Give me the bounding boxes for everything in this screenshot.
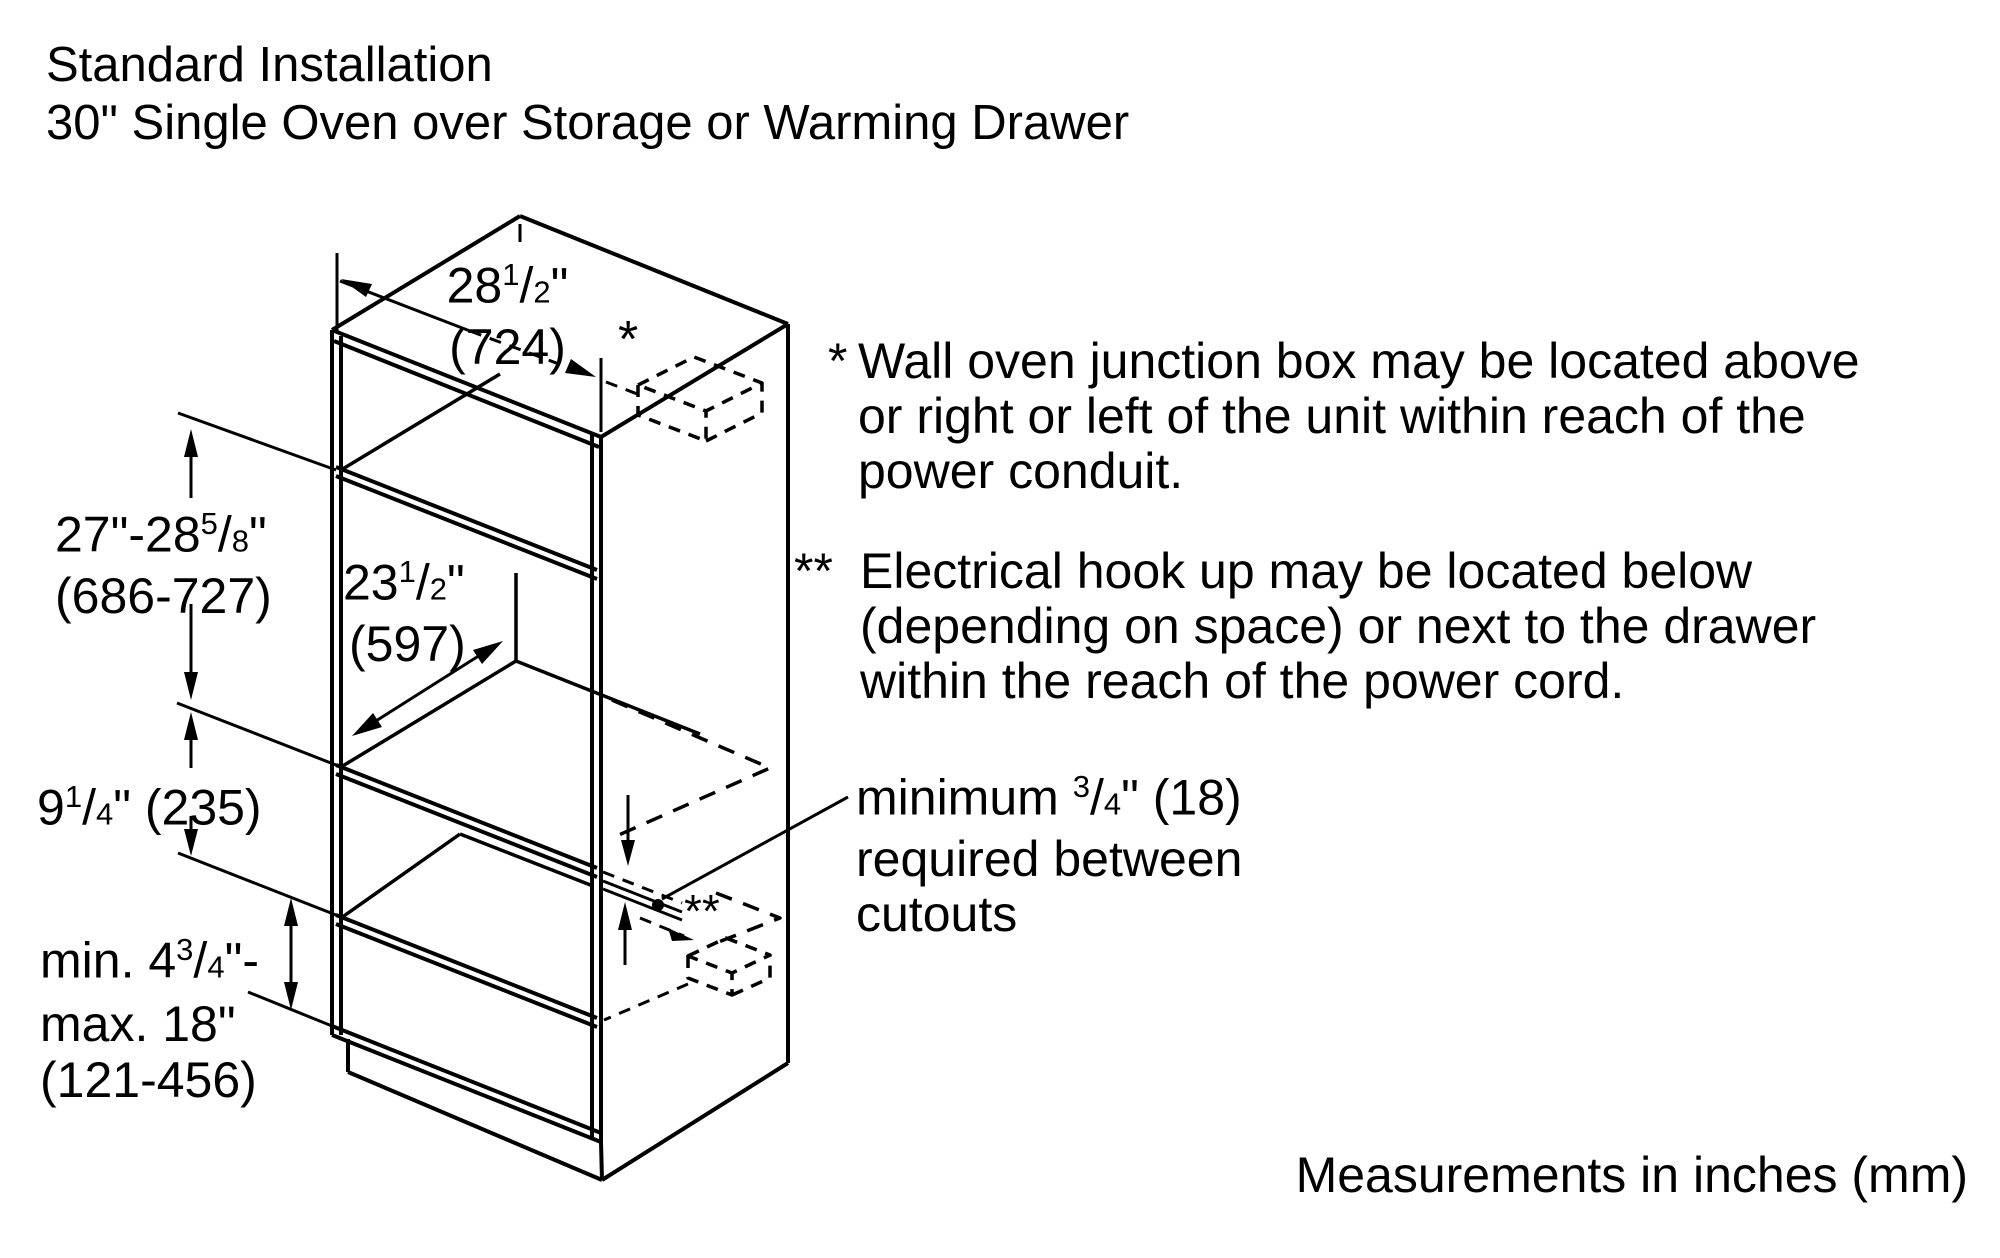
junction-box-marker: * [618,311,639,369]
title-line-1: Standard Installation [46,38,493,92]
dim-bottom-clearance-label: min. 4$^3$/4"- max. 18" (121-456) [40,932,259,1108]
note-junction-box: * Wall oven junction box may be located above or right or left of the unit within reach of the power conduit. [828,333,1860,499]
dim-depth-label: 23$^1$/2" (597) [343,554,466,672]
dim-drawer-height-label: 9$^1$/4" (235) [37,779,262,836]
dim-cutout-height-label: 27"-28$^5$/8" (686-727) [55,506,272,624]
dim-width-label: 28$^1$/2" (724) [446,257,569,375]
note-hookup-marker: ** [794,543,833,599]
page-title [46,36,1129,152]
title-line-2: 30" Single Oven over Storage or Warming Drawer [46,96,1130,150]
hookup-box-marker: ** [684,885,720,937]
units-note: Measurements in inches (mm) [1295,1147,1968,1203]
note-min-gap: minimum $^3$/4" (18) required between cutouts [856,769,1243,942]
note-electrical-hookup: ** Electrical hook up may be located below (depending on space) or next to the drawer within the reach of the power cord. [794,543,1817,709]
note-junction-marker: * [828,333,848,389]
